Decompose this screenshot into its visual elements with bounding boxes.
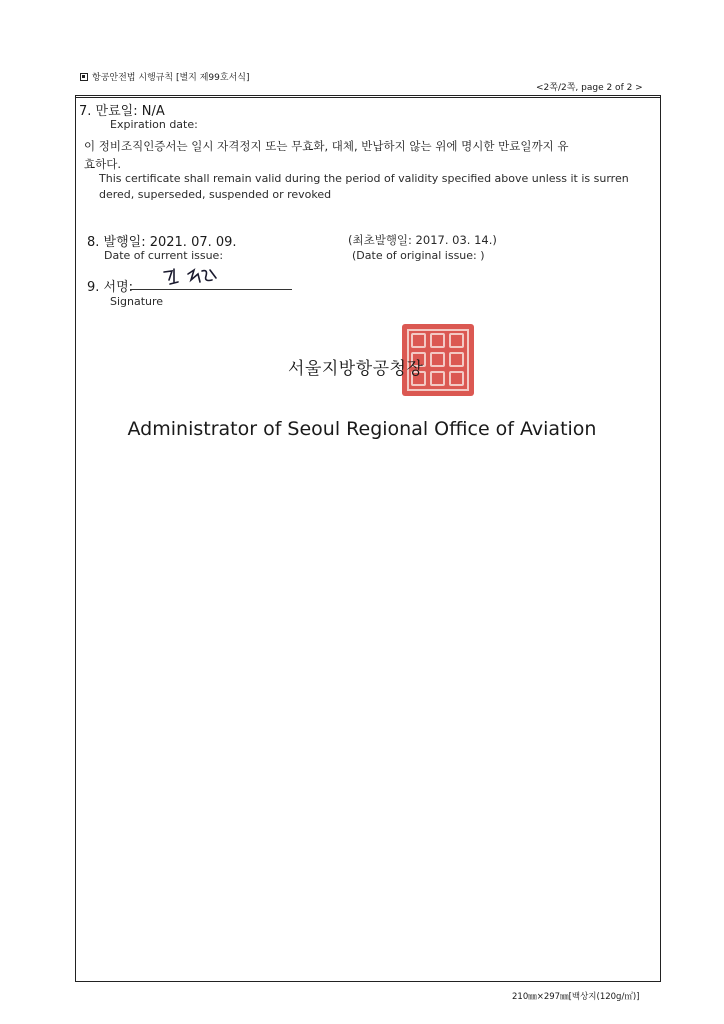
paper-spec: 210㎜×297㎜[백상지(120g/㎡)] <box>512 992 640 1002</box>
validity-ko-line2: 효하다. <box>84 157 121 171</box>
issue-date-sub: Date of current issue: <box>104 249 224 262</box>
signature-label: 9. 서명: <box>87 280 134 295</box>
expiration-label: 7. 만료일: N/A <box>79 104 165 119</box>
seal-glyph <box>449 352 464 367</box>
seal-glyph <box>449 371 464 386</box>
validity-en-line2: dered, superseded, suspended or revoked <box>99 188 332 201</box>
seal-glyph <box>430 352 445 367</box>
frame-double-rule <box>75 97 661 98</box>
handwritten-signature <box>160 266 220 288</box>
seal-glyph <box>449 333 464 348</box>
validity-ko-line1: 이 정비조직인증서는 일시 자격정지 또는 무효화, 대체, 반납하지 않는 위에 명시한 만료일까지 유 <box>84 139 569 153</box>
page-number: <2쪽/2쪽, page 2 of 2 > <box>536 83 643 93</box>
form-box-icon <box>80 73 88 81</box>
seal-glyph <box>411 333 426 348</box>
form-reference-text: 항공안전법 시행규칙 [별지 제99호서식] <box>92 73 250 83</box>
form-reference <box>80 70 249 83</box>
seal-glyph <box>430 371 445 386</box>
issuer-korean: 서울지방항공청장 <box>288 359 424 379</box>
original-issue-sub: (Date of original issue: ) <box>352 249 485 262</box>
issue-date-label: 8. 발행일: 2021. 07. 09. <box>87 235 237 250</box>
issuer-english: Administrator of Seoul Regional Office of Aviation <box>127 418 597 440</box>
validity-en-line1: This certificate shall remain valid during the period of validity specified above unless it is surren <box>99 172 629 185</box>
signature-sub: Signature <box>110 295 164 308</box>
document-frame <box>75 95 661 982</box>
expiration-sub: Expiration date: <box>110 118 198 131</box>
original-issue-label: (최초발행일: 2017. 03. 14.) <box>348 233 497 247</box>
signature-line <box>130 289 292 290</box>
seal-glyph <box>430 333 445 348</box>
